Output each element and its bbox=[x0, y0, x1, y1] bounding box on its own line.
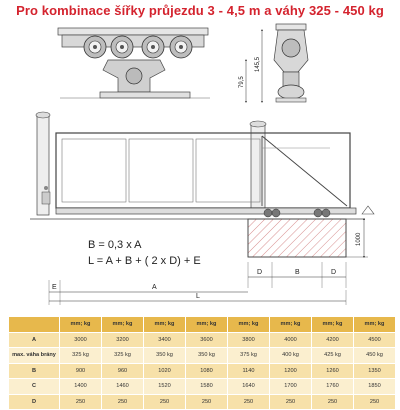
foundation bbox=[248, 219, 368, 257]
table-cell: 400 kg bbox=[270, 348, 312, 364]
table-row bbox=[9, 332, 396, 348]
roller-carriage-side-view bbox=[239, 24, 308, 102]
table-cell: 1760 bbox=[312, 379, 354, 395]
spec-col-header: mm; kg bbox=[270, 317, 312, 333]
table-cell: 960 bbox=[102, 363, 144, 379]
dim-label-a: A bbox=[152, 284, 157, 291]
table-cell: 250 bbox=[270, 394, 312, 410]
spec-col-header: mm; kg bbox=[102, 317, 144, 333]
table-cell: 250 bbox=[102, 394, 144, 410]
table-row bbox=[9, 379, 396, 395]
row-label: max. váha brány bbox=[9, 348, 60, 364]
spec-col-header: mm; kg bbox=[228, 317, 270, 333]
spec-col-header: mm; kg bbox=[312, 317, 354, 333]
spec-table-header bbox=[9, 317, 396, 333]
table-cell: 1460 bbox=[102, 379, 144, 395]
table-cell: 900 bbox=[60, 363, 102, 379]
table-cell: 250 bbox=[228, 394, 270, 410]
page-title: Pro kombinace šířky průjezdu 3 - 4,5 m a váhy 325 - 450 kg bbox=[16, 3, 384, 18]
table-cell: 3000 bbox=[60, 332, 102, 348]
roller-wheel-3 bbox=[142, 36, 164, 58]
table-cell: 3600 bbox=[186, 332, 228, 348]
table-cell: 250 bbox=[312, 394, 354, 410]
row-label: B bbox=[9, 363, 60, 379]
table-cell: 1640 bbox=[228, 379, 270, 395]
table-row bbox=[9, 348, 396, 364]
spec-col-header: mm; kg bbox=[186, 317, 228, 333]
spec-col-header: mm; kg bbox=[60, 317, 102, 333]
table-cell: 325 kg bbox=[60, 348, 102, 364]
table-cell: 4200 bbox=[312, 332, 354, 348]
table-cell: 250 bbox=[60, 394, 102, 410]
roller-wheel-4 bbox=[170, 36, 192, 58]
table-cell: 350 kg bbox=[144, 348, 186, 364]
roller-wheel-2 bbox=[111, 36, 133, 58]
table-row bbox=[9, 394, 396, 410]
dim-label-e: E bbox=[52, 284, 57, 291]
dim-label-d-right: D bbox=[331, 269, 337, 276]
foundation-dimensions bbox=[248, 262, 346, 288]
table-cell: 250 bbox=[354, 394, 396, 410]
table-cell: 3400 bbox=[144, 332, 186, 348]
table-row bbox=[9, 363, 396, 379]
row-label: C bbox=[9, 379, 60, 395]
spec-table bbox=[8, 316, 396, 410]
overall-dimensions bbox=[49, 280, 346, 305]
formula-l: L = A + B + ( 2 x D) + E bbox=[88, 255, 201, 267]
table-cell: 375 kg bbox=[228, 348, 270, 364]
table-cell: 1140 bbox=[228, 363, 270, 379]
table-cell: 425 kg bbox=[312, 348, 354, 364]
table-cell: 250 bbox=[144, 394, 186, 410]
table-cell: 350 kg bbox=[186, 348, 228, 364]
table-cell: 1580 bbox=[186, 379, 228, 395]
table-cell: 1260 bbox=[312, 363, 354, 379]
gate-elevation bbox=[30, 112, 374, 219]
roller-wheel-1 bbox=[84, 36, 106, 58]
table-cell: 1350 bbox=[354, 363, 396, 379]
table-cell: 3200 bbox=[102, 332, 144, 348]
table-cell: 450 kg bbox=[354, 348, 396, 364]
table-cell: 4000 bbox=[270, 332, 312, 348]
spec-table-corner bbox=[9, 317, 60, 333]
dim-label-d-left: D bbox=[257, 269, 263, 276]
dim-label-l: L bbox=[196, 293, 200, 300]
row-label: D bbox=[9, 394, 60, 410]
table-cell: 1080 bbox=[186, 363, 228, 379]
table-cell: 1200 bbox=[270, 363, 312, 379]
dim-roller-height: 79,5 bbox=[239, 76, 245, 88]
spec-col-header: mm; kg bbox=[144, 317, 186, 333]
dim-foundation-depth: 1000 bbox=[356, 232, 362, 246]
table-cell: 1850 bbox=[354, 379, 396, 395]
formula-b: B = 0,3 x A bbox=[88, 239, 142, 251]
table-cell: 3800 bbox=[228, 332, 270, 348]
table-cell: 4500 bbox=[354, 332, 396, 348]
roller-carriage-front-view bbox=[58, 28, 210, 98]
dim-carriage-height: 145,5 bbox=[255, 56, 261, 72]
table-cell: 250 bbox=[186, 394, 228, 410]
row-label: A bbox=[9, 332, 60, 348]
dim-label-b: B bbox=[295, 269, 300, 276]
spec-col-header: mm; kg bbox=[354, 317, 396, 333]
table-cell: 1700 bbox=[270, 379, 312, 395]
table-cell: 1400 bbox=[60, 379, 102, 395]
formula-block bbox=[88, 237, 201, 269]
table-cell: 1520 bbox=[144, 379, 186, 395]
table-cell: 325 kg bbox=[102, 348, 144, 364]
table-cell: 1020 bbox=[144, 363, 186, 379]
